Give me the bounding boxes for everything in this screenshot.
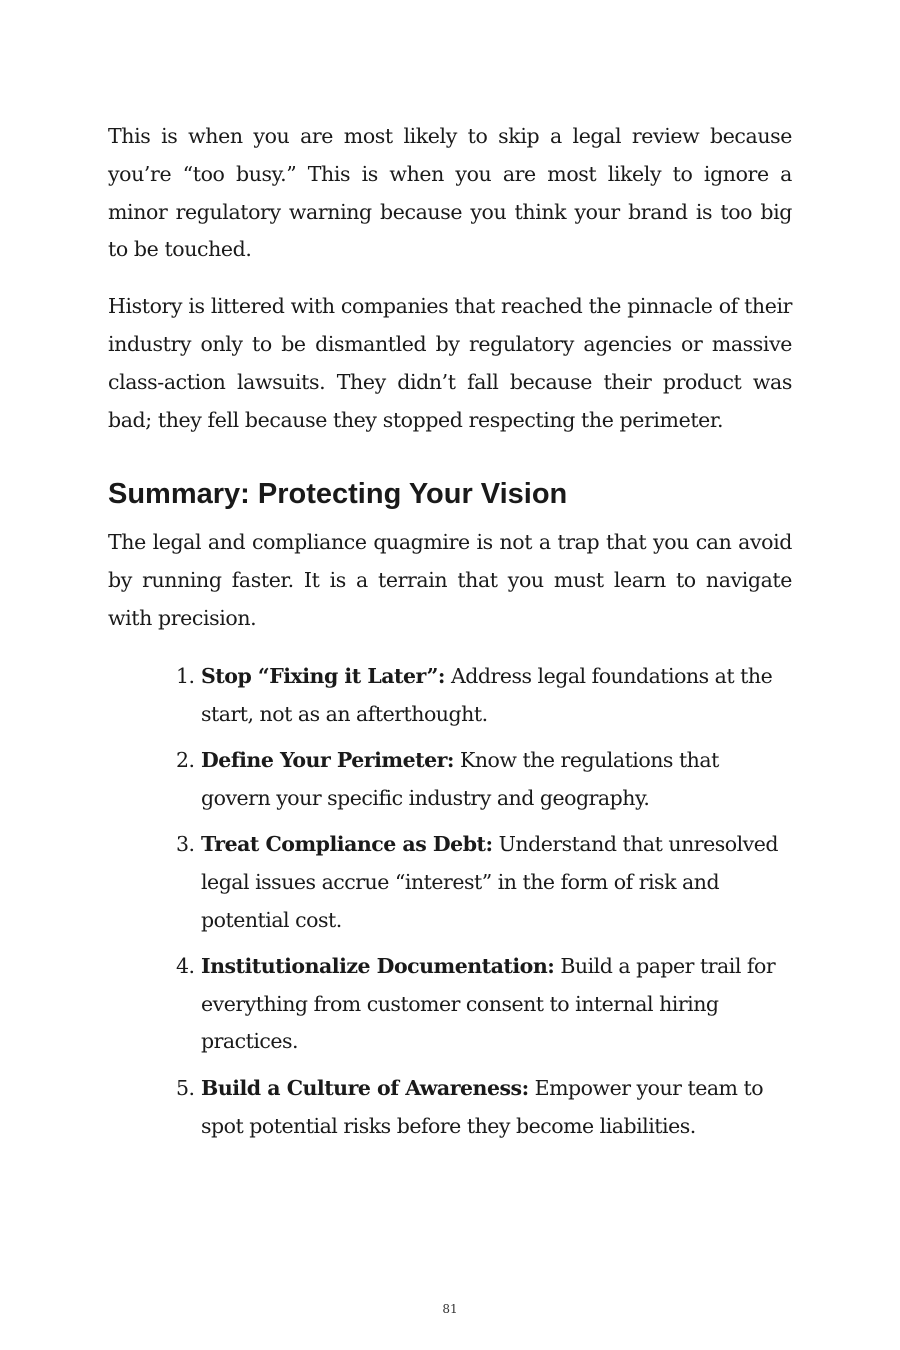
summary-list-item-5 xyxy=(176,1070,792,1146)
list-item-lead: Treat Compliance as Debt: xyxy=(201,831,493,856)
section-intro-paragraph: The legal and compliance quagmire is not a trap that you can avoid by running faster. It is a terrain that you must learn to navigate with precision. xyxy=(108,530,792,630)
body-paragraph-2: History is littered with companies that reached the pinnacle of their industry only to be dismantled by regulatory agencies or massive class-action lawsuits. They didn’t fall because their product was bad; they fell because they stopped respecting the perimeter. xyxy=(108,294,792,432)
body-paragraph-1: This is when you are most likely to skip a legal review because you’re “too busy.” This is when you are most likely to ignore a minor regulatory warning because you think your brand is too big to be touched. xyxy=(108,124,792,262)
list-number: 4. xyxy=(176,953,195,978)
list-item-lead: Define Your Perimeter: xyxy=(201,747,454,772)
list-number: 3. xyxy=(176,831,195,856)
section-heading: Summary: Protecting Your Vision xyxy=(108,478,568,511)
list-item-text: Address legal foundations at the start, not as an afterthought. xyxy=(201,663,773,726)
page-number: 81 xyxy=(442,1302,458,1316)
summary-list-item-3 xyxy=(176,826,792,939)
page-body xyxy=(108,118,792,1154)
list-item-text: Understand that unresolved legal issues accrue “interest” in the form of risk and potential cost. xyxy=(201,831,778,932)
list-item-text: Build a paper trail for everything from customer consent to internal hiring practices. xyxy=(201,953,776,1054)
summary-list-item-2 xyxy=(176,742,792,818)
list-number: 1. xyxy=(176,663,195,688)
summary-list-item-4 xyxy=(176,948,792,1061)
summary-list xyxy=(108,658,792,1146)
list-item-text: Know the regulations that govern your specific industry and geography. xyxy=(201,747,719,810)
list-item-text: Empower your team to spot potential risks before they become liabilities. xyxy=(201,1075,764,1138)
list-number: 2. xyxy=(176,747,195,772)
list-item-lead: Stop “Fixing it Later”: xyxy=(201,663,445,688)
list-item-lead: Institutionalize Documentation: xyxy=(201,953,555,978)
summary-list-item-1 xyxy=(176,658,792,734)
list-item-lead: Build a Culture of Awareness: xyxy=(201,1075,529,1100)
list-number: 5. xyxy=(176,1075,195,1100)
